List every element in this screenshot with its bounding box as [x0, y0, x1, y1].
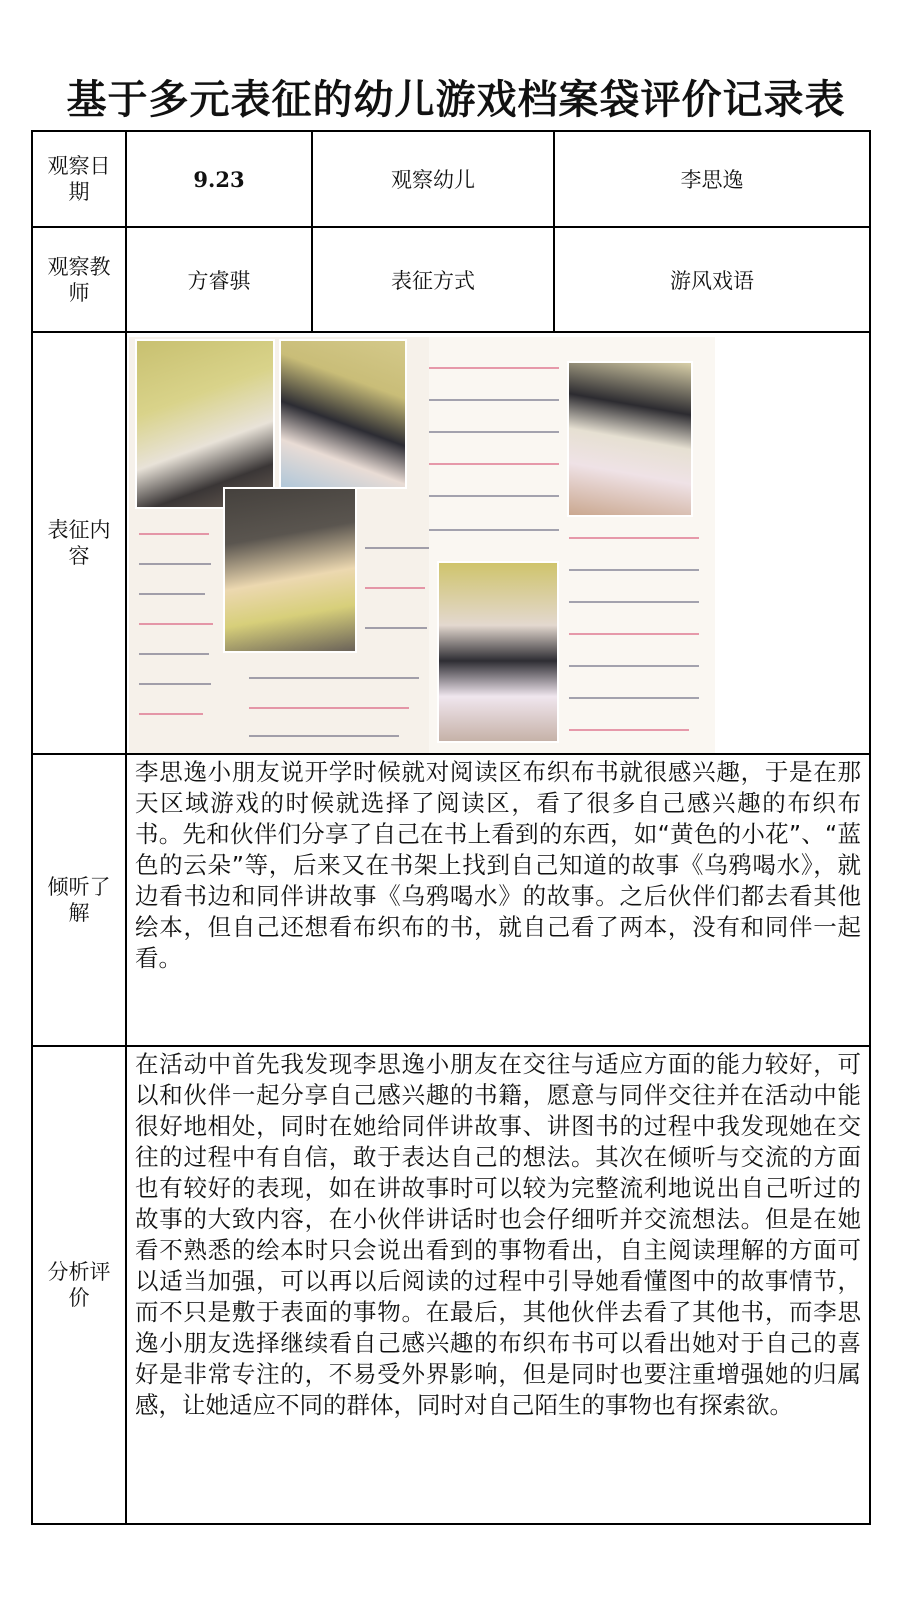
document-title: 基于多元表征的幼儿游戏档案袋评价记录表 — [66, 77, 846, 123]
date-label: 观察日期 — [32, 131, 126, 227]
handwriting-line — [569, 729, 689, 731]
child-label: 观察幼儿 — [312, 131, 554, 227]
handwriting-line — [569, 697, 699, 699]
teacher-value: 方睿骐 — [126, 227, 312, 332]
photo-child-reading-2 — [281, 341, 405, 487]
method-value: 游风戏语 — [554, 227, 870, 332]
handwriting-line — [569, 633, 699, 635]
handwriting-line — [249, 707, 409, 709]
photo-child-reading-3 — [225, 489, 355, 651]
analysis-text: 在活动中首先我发现李思逸小朋友在交往与适应方面的能力较好，可以和伙伴一起分享自己感兴趣的书籍，愿意与同伴交往并在活动中能很好地相处，同时在她给同伴讲故事、讲图书的过程中我发现她在交往的过程中有自信，敢于表达自己的想法。其次在倾听与交流的方面也有较好的表现，如在讲故事时可以较为完整流利地说出自己听过的故事的大致内容，在小伙伴讲话时也会仔细听并交流想法。但是在她看不熟悉的绘本时只会说出看到的事物看出，自主阅读理解的方面可以适当加强，可以再以后阅读的过程中引导她看懂图中的故事情节，而不只是敷于表面的事物。在最后，其他伙伴去看了其他书，而李思逸小朋友选择继续看自己感兴趣的布织布书可以看出她对于自己的喜好是非常专注的，不易受外界影响，但是同时也要注重增强她的归属感，让她适应不同的群体，同时对自己陌生的事物也有探索欲。 — [126, 1046, 870, 1524]
method-label: 表征方式 — [312, 227, 554, 332]
date-value: 9.23 — [126, 131, 312, 227]
activity-photo-collage — [129, 337, 715, 753]
handwriting-line — [249, 677, 419, 679]
handwriting-line — [365, 587, 425, 589]
handwriting-line — [365, 627, 427, 629]
handwriting-line — [569, 569, 699, 571]
row-date-child — [32, 131, 870, 227]
photo-child-reading-5 — [569, 363, 691, 515]
handwriting-line — [429, 367, 559, 369]
teacher-label: 观察教师 — [32, 227, 126, 332]
row-analysis — [32, 1046, 870, 1524]
analysis-label: 分析评价 — [32, 1046, 126, 1524]
handwriting-line — [569, 537, 699, 539]
handwriting-line — [139, 713, 203, 715]
content-image-cell — [126, 332, 870, 754]
handwriting-line — [429, 463, 559, 465]
handwriting-line — [139, 563, 211, 565]
row-content — [32, 332, 870, 754]
handwriting-line — [139, 683, 211, 685]
handwriting-line — [365, 547, 429, 549]
row-listen — [32, 754, 870, 1046]
handwriting-line — [249, 735, 399, 737]
listen-text: 李思逸小朋友说开学时候就对阅读区布织布书就很感兴趣，于是在那天区域游戏的时候就选择了阅读区，看了很多自己感兴趣的布织布书。先和伙伴们分享了自己在书上看到的东西，如“黄色的小花”、“蓝色的云朵”等，后来又在书架上找到自己知道的故事《乌鸦喝水》，就边看书边和同伴讲故事《乌鸦喝水》的故事。之后伙伴们都去看其他绘本，但自己还想看布织布的书，就自己看了两本，没有和同伴一起看。 — [126, 754, 870, 1046]
row-teacher-method — [32, 227, 870, 332]
record-table — [31, 130, 871, 1525]
handwriting-line — [569, 665, 699, 667]
listen-label: 倾听了解 — [32, 754, 126, 1046]
photo-child-reading-1 — [137, 341, 273, 507]
handwriting-line — [139, 653, 209, 655]
handwriting-line — [569, 601, 699, 603]
handwriting-line — [429, 529, 559, 531]
handwriting-line — [139, 533, 209, 535]
handwriting-line — [139, 623, 213, 625]
handwriting-line — [429, 495, 559, 497]
handwriting-line — [139, 593, 205, 595]
handwriting-line — [429, 431, 559, 433]
photo-child-reading-4 — [439, 563, 557, 741]
content-label: 表征内容 — [32, 332, 126, 754]
handwriting-line — [429, 399, 559, 401]
child-value: 李思逸 — [554, 131, 870, 227]
